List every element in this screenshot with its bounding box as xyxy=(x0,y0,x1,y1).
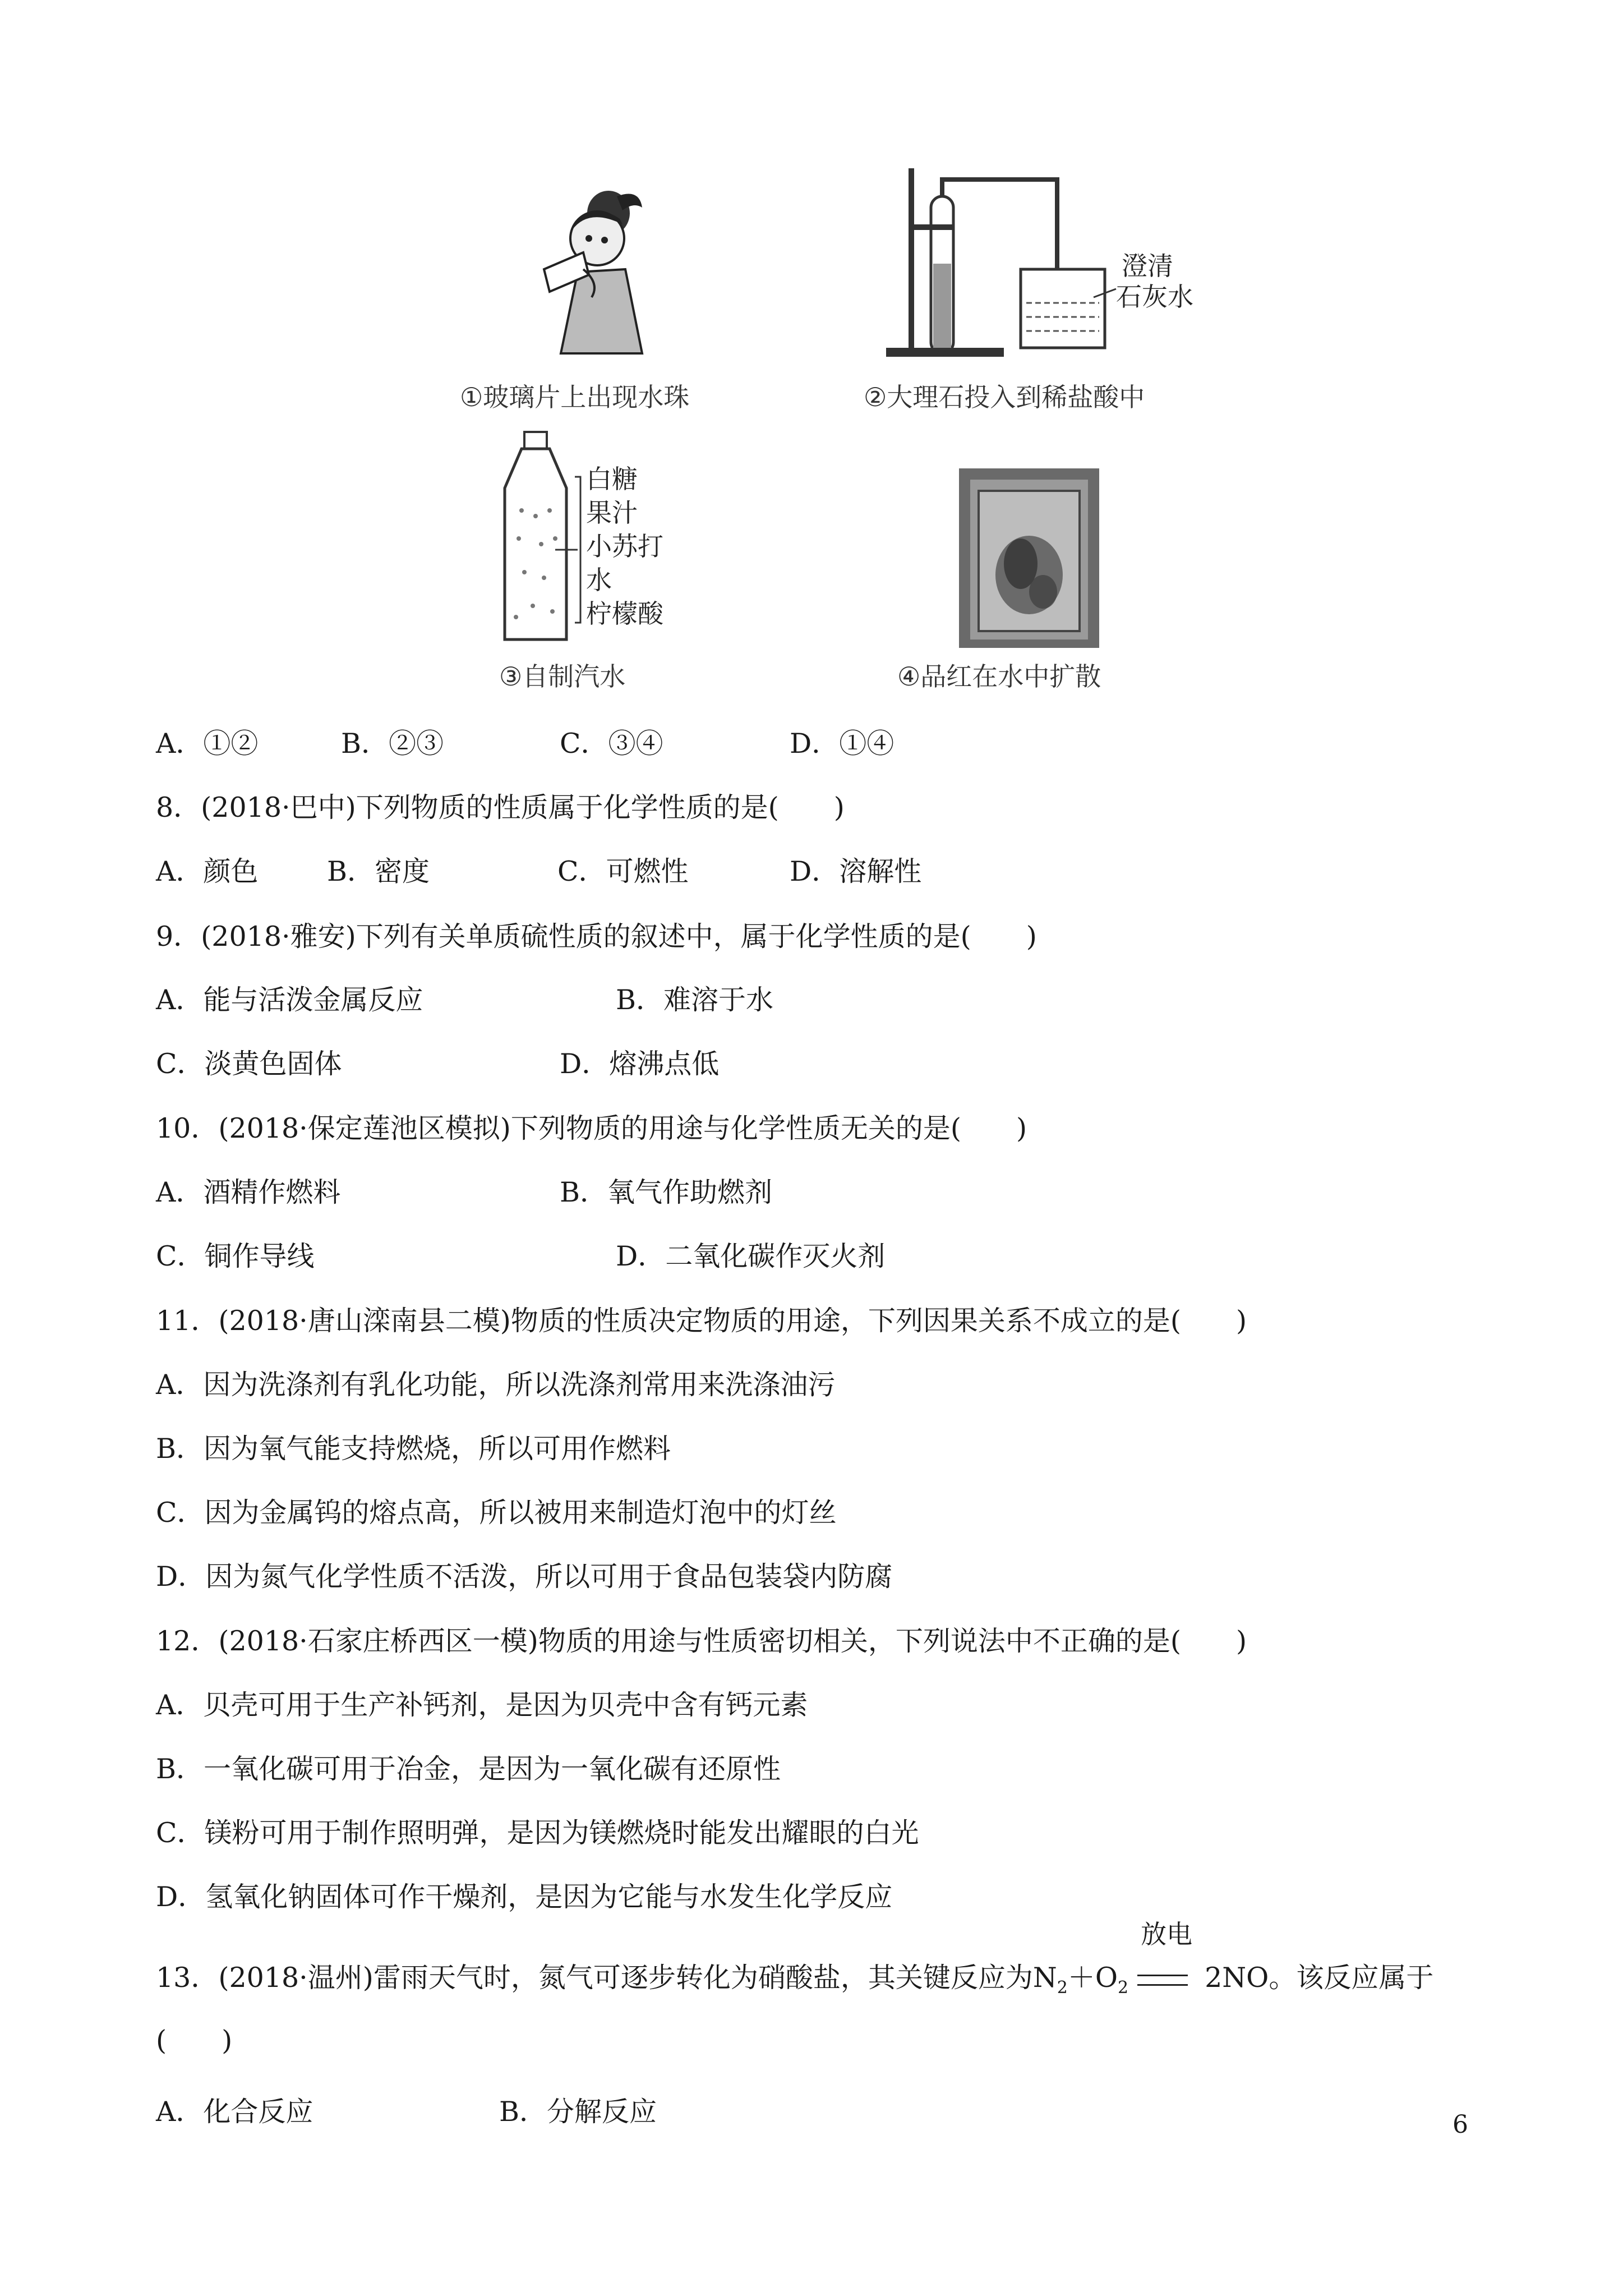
q9-option-b: B．难溶于水 xyxy=(616,984,774,1016)
q9-option-a: A．能与活泼金属反应 xyxy=(156,984,423,1016)
figure-2-caption: ②大理石投入到稀盐酸中 xyxy=(864,382,1145,412)
q9-option-d: D．熔沸点低 xyxy=(560,1048,720,1080)
q12-option-d: D．氢氧化钠固体可作干燥剂，是因为它能与水发生化学反应 xyxy=(156,1881,893,1913)
q13-option-a: A．化合反应 xyxy=(156,2096,313,2128)
ingredient-2: 果汁 xyxy=(586,498,638,528)
q10-option-b: B．氧气作助燃剂 xyxy=(560,1176,773,1208)
q12-option-b: B．一氧化碳可用于冶金，是因为一氧化碳有还原性 xyxy=(156,1753,781,1785)
q8-option-d: D．溶解性 xyxy=(790,855,922,887)
q13-reactant-n: N xyxy=(1032,1962,1057,1994)
ingredient-1: 白糖 xyxy=(586,464,638,494)
q13-stem xyxy=(156,1919,1434,2005)
q13-condition: 放电 xyxy=(1141,1919,1193,1949)
q12-option-a: A．贝壳可用于生产补钙剂，是因为贝壳中含有钙元素 xyxy=(156,1689,808,1721)
q7-option-d: D．①④ xyxy=(790,728,895,760)
q11-option-b: B．因为氧气能支持燃烧，所以可用作燃料 xyxy=(156,1433,671,1465)
q12-option-c: C．镁粉可用于制作照明弹，是因为镁燃烧时能发出耀眼的白光 xyxy=(156,1817,919,1849)
page-number: 6 xyxy=(1453,2110,1468,2139)
ingredient-5: 柠檬酸 xyxy=(586,599,663,629)
q13-blank: ( ) xyxy=(156,2024,233,2056)
q9-stem: 9．(2018·雅安)下列有关单质硫性质的叙述中，属于化学性质的是( ) xyxy=(156,921,1037,953)
q11-option-d: D．因为氮气化学性质不活泼，所以可用于食品包装袋内防腐 xyxy=(156,1561,893,1593)
q8-option-b: B．密度 xyxy=(327,855,430,887)
q13-reactant-o: ＋O xyxy=(1067,1962,1118,1994)
q12-stem: 12．(2018·石家庄桥西区一模)物质的用途与性质密切相关，下列说法中不正确的是( ) xyxy=(156,1625,1247,1657)
figure-panel xyxy=(0,0,1623,701)
figure-1-caption: ①玻璃片上出现水珠 xyxy=(460,382,690,412)
q10-option-d: D．二氧化碳作灭火剂 xyxy=(616,1240,886,1272)
figure-3-caption: ③自制汽水 xyxy=(499,661,626,692)
q13-stem-after: 。该反应属于 xyxy=(1269,1962,1434,1994)
limewater-label-1: 澄清 xyxy=(1122,251,1173,281)
q13-reaction-arrow xyxy=(1128,1919,1205,1995)
q7-option-c: C．③④ xyxy=(560,728,663,760)
q11-stem: 11．(2018·唐山滦南县二模)物质的性质决定物质的用途，下列因果关系不成立的是( ) xyxy=(156,1305,1247,1337)
q10-option-c: C．铜作导线 xyxy=(156,1240,315,1272)
q8-stem: 8．(2018·巴中)下列物质的性质属于化学性质的是( ) xyxy=(156,792,845,823)
soda-bottle-illustration xyxy=(499,426,735,651)
ingredient-4: 水 xyxy=(586,565,612,595)
q13-stem-before: 13．(2018·温州)雷雨天气时，氮气可逐步转化为硝酸盐，其关键反应为 xyxy=(156,1962,1033,1994)
q13-sub-2: 2 xyxy=(1118,1977,1129,1998)
q9-option-c: C．淡黄色固体 xyxy=(156,1048,342,1080)
q11-option-c: C．因为金属钨的熔点高，所以被用来制造灯泡中的灯丝 xyxy=(156,1497,837,1529)
beaker-diffusion-photo xyxy=(959,468,1099,648)
ingredient-3: 小苏打 xyxy=(586,531,663,562)
q10-option-a: A．酒精作燃料 xyxy=(156,1176,341,1208)
figure-4-caption: ④品红在水中扩散 xyxy=(897,661,1101,692)
q10-stem: 10．(2018·保定莲池区模拟)下列物质的用途与化学性质无关的是( ) xyxy=(156,1112,1027,1144)
girl-breathing-on-glass-illustration xyxy=(522,185,667,359)
q7-option-a: A．①② xyxy=(156,728,259,760)
q8-option-a: A．颜色 xyxy=(156,855,259,887)
test-tube-with-beaker-apparatus xyxy=(875,163,1239,365)
q13-sub-1: 2 xyxy=(1057,1977,1068,1998)
q8-option-c: C．可燃性 xyxy=(557,855,689,887)
limewater-label-2: 石灰水 xyxy=(1116,282,1193,312)
q11-option-a: A．因为洗涤剂有乳化功能，所以洗涤剂常用来洗涤油污 xyxy=(156,1369,836,1401)
q13-product: 2NO xyxy=(1205,1962,1269,1994)
q13-option-b: B．分解反应 xyxy=(499,2096,657,2128)
q7-option-b: B．②③ xyxy=(341,728,444,760)
